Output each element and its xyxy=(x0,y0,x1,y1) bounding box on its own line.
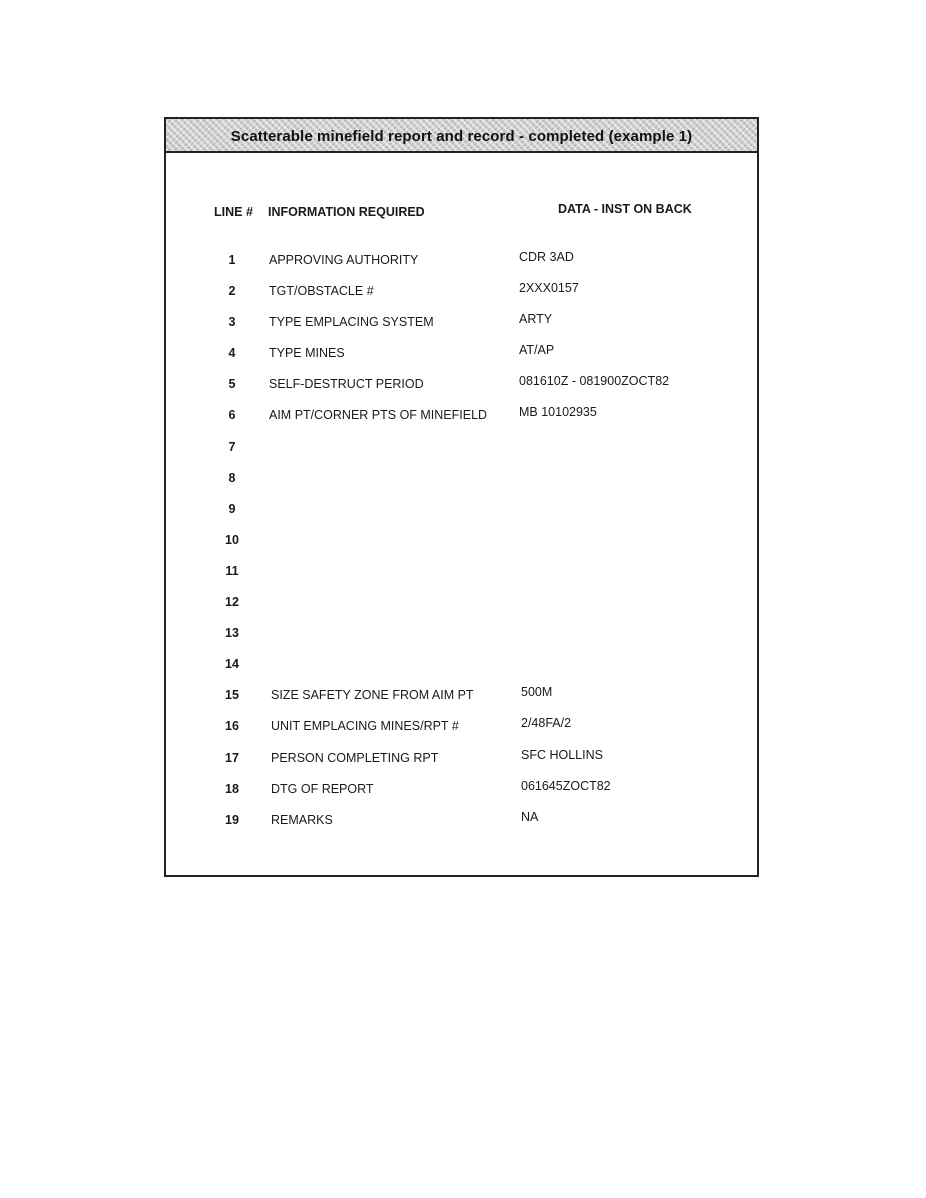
line-number: 8 xyxy=(228,470,236,485)
data-value: NA xyxy=(521,809,539,824)
line-number: 9 xyxy=(228,501,236,516)
header-line-number: LINE # xyxy=(214,205,253,219)
report-row xyxy=(166,434,757,465)
line-number: 4 xyxy=(228,346,236,361)
information-label: TGT/OBSTACLE # xyxy=(269,284,374,299)
report-row xyxy=(166,745,757,776)
line-number: 10 xyxy=(225,532,239,547)
form-title: Scatterable minefield report and record - completed (example 1) xyxy=(230,127,693,145)
line-number: 13 xyxy=(225,626,239,641)
line-number: 14 xyxy=(225,657,239,672)
data-value: 2/48FA/2 xyxy=(521,716,572,731)
report-row xyxy=(166,620,757,651)
data-value: CDR 3AD xyxy=(519,250,574,264)
data-value: 081610Z - 081900ZOCT82 xyxy=(519,374,670,389)
line-number: 12 xyxy=(225,595,239,610)
report-row xyxy=(166,465,757,496)
information-label: UNIT EMPLACING MINES/RPT # xyxy=(271,719,459,734)
line-number: 17 xyxy=(225,750,239,765)
information-label: SELF-DESTRUCT PERIOD xyxy=(269,377,424,392)
line-number: 19 xyxy=(225,812,239,827)
line-number: 6 xyxy=(228,408,236,423)
data-value: SFC HOLLINS xyxy=(521,747,603,762)
report-row xyxy=(166,371,757,402)
line-number: 3 xyxy=(228,315,236,330)
report-row xyxy=(166,278,757,309)
report-row xyxy=(166,309,757,340)
report-row xyxy=(166,713,757,744)
data-value: AT/AP xyxy=(519,343,555,358)
report-row xyxy=(166,496,757,527)
information-label: SIZE SAFETY ZONE FROM AIM PT xyxy=(271,688,474,703)
data-value: 2XXX0157 xyxy=(519,281,579,296)
line-number: 7 xyxy=(228,439,236,454)
report-row xyxy=(166,558,757,589)
information-label: PERSON COMPLETING RPT xyxy=(271,750,439,765)
information-label: APPROVING AUTHORITY xyxy=(269,253,419,267)
information-label: TYPE EMPLACING SYSTEM xyxy=(269,315,434,330)
report-row xyxy=(166,402,757,433)
report-row xyxy=(166,682,757,713)
column-header-row xyxy=(166,202,757,222)
data-value: MB 10102935 xyxy=(519,405,597,420)
form-title-bar xyxy=(166,119,757,153)
line-number: 1 xyxy=(228,253,236,267)
data-value: 500M xyxy=(521,685,553,700)
information-label: AIM PT/CORNER PTS OF MINEFIELD xyxy=(269,408,488,423)
data-value: 061645ZOCT82 xyxy=(521,778,611,793)
information-label: REMARKS xyxy=(271,812,333,827)
line-number: 18 xyxy=(225,781,239,796)
report-row xyxy=(166,651,757,682)
report-rows xyxy=(166,247,757,838)
information-label: TYPE MINES xyxy=(269,346,345,361)
line-number: 15 xyxy=(225,688,239,703)
line-number: 16 xyxy=(225,719,239,734)
report-row xyxy=(166,247,757,278)
header-data: DATA - INST ON BACK xyxy=(558,202,692,216)
report-row xyxy=(166,776,757,807)
report-row xyxy=(166,589,757,620)
line-number: 2 xyxy=(228,284,236,299)
header-information-required: INFORMATION REQUIRED xyxy=(268,205,425,219)
minefield-report-form xyxy=(164,117,759,877)
line-number: 11 xyxy=(225,563,239,578)
line-number: 5 xyxy=(228,377,236,392)
report-row xyxy=(166,527,757,558)
report-row xyxy=(166,340,757,371)
report-row xyxy=(166,807,757,838)
data-value: ARTY xyxy=(519,312,553,327)
information-label: DTG OF REPORT xyxy=(271,781,374,796)
